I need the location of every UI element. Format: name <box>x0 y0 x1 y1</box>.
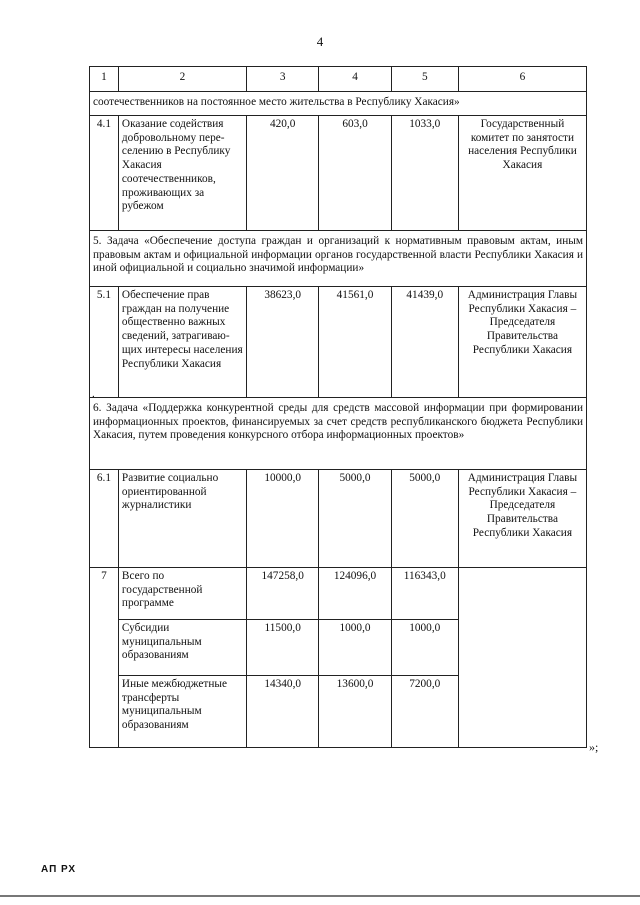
header-cell: 4 <box>319 67 391 92</box>
header-cell: 5 <box>391 67 458 92</box>
value-cell: 14340,0 <box>247 675 319 747</box>
measure-name: Обеспечение прав граждан на получение общественно важных сведений, затрагиваю-щих интересы населения Республики Хакасия <box>118 286 246 397</box>
value-cell: 147258,0 <box>247 567 319 619</box>
value-cell: 7200,0 <box>391 675 458 747</box>
value-cell: 38623,0 <box>247 286 319 397</box>
value-cell: 603,0 <box>319 115 391 230</box>
row-number: 5.1 <box>90 286 119 397</box>
table-row <box>90 469 587 567</box>
program-table <box>89 66 587 748</box>
responsible-org: Государственный комитет по занятости населения Республики Хакасия <box>458 115 586 230</box>
row-number: 7 <box>90 567 119 747</box>
stray-dot: . <box>92 388 95 400</box>
continuation-text: соотечественников на постоянное место жительства в Республику Хакасия» <box>90 91 587 115</box>
table-row <box>90 91 587 115</box>
measure-name: Субсидии муниципальным образованиям <box>118 619 246 675</box>
value-cell: 10000,0 <box>247 469 319 567</box>
header-cell: 2 <box>118 67 246 92</box>
value-cell: 116343,0 <box>391 567 458 619</box>
value-cell: 11500,0 <box>247 619 319 675</box>
page-bottom-rule <box>0 895 640 897</box>
task-6-heading: 6. Задача «Поддержка конкурентной среды для средств массовой информации при формировании информационных проектов, финансируемых за счет средств республиканского бюджета Республики Хакасия, путем проведения конкурсного отбора информационных проектов» <box>90 397 587 469</box>
row-number: 4.1 <box>90 115 119 230</box>
value-cell: 1000,0 <box>319 619 391 675</box>
value-cell: 13600,0 <box>319 675 391 747</box>
measure-name: Иные межбюджетные трансферты муниципальным образованиям <box>118 675 246 747</box>
table-row <box>90 115 587 230</box>
responsible-org <box>458 567 586 747</box>
header-cell: 6 <box>458 67 586 92</box>
table-row <box>90 397 587 469</box>
value-cell: 1033,0 <box>391 115 458 230</box>
value-cell: 124096,0 <box>319 567 391 619</box>
closing-quote-mark: »; <box>589 740 599 754</box>
header-cell: 1 <box>90 67 119 92</box>
page-number: 4 <box>316 34 324 49</box>
value-cell: 5000,0 <box>319 469 391 567</box>
table-row <box>90 230 587 286</box>
value-cell: 420,0 <box>247 115 319 230</box>
value-cell: 5000,0 <box>391 469 458 567</box>
table-header-row <box>90 67 587 92</box>
row-number: 6.1 <box>90 469 119 567</box>
measure-name: Всего по государственной программе <box>118 567 246 619</box>
value-cell: 41439,0 <box>391 286 458 397</box>
task-5-heading: 5. Задача «Обеспечение доступа граждан и организаций к нормативным правовым актам, иным правовым актам и официальной информации органов государственной власти Республики Хакасия и иной официальной и социально значимой информации» <box>90 230 587 286</box>
value-cell: 1000,0 <box>391 619 458 675</box>
measure-name: Оказание содействия добровольному пере-селению в Республику Хакасия соотечественников, проживающих за рубежом <box>118 115 246 230</box>
table-row <box>90 567 587 619</box>
measure-name: Развитие социально ориентированной журналистики <box>118 469 246 567</box>
table-row <box>90 286 587 397</box>
responsible-org: Администрация Главы Республики Хакасия – Председателя Правительства Республики Хакасия <box>458 286 586 397</box>
value-cell: 41561,0 <box>319 286 391 397</box>
footer-mark: АП РХ <box>41 864 77 875</box>
header-cell: 3 <box>247 67 319 92</box>
responsible-org: Администрация Главы Республики Хакасия – Председателя Правительства Республики Хакасия <box>458 469 586 567</box>
